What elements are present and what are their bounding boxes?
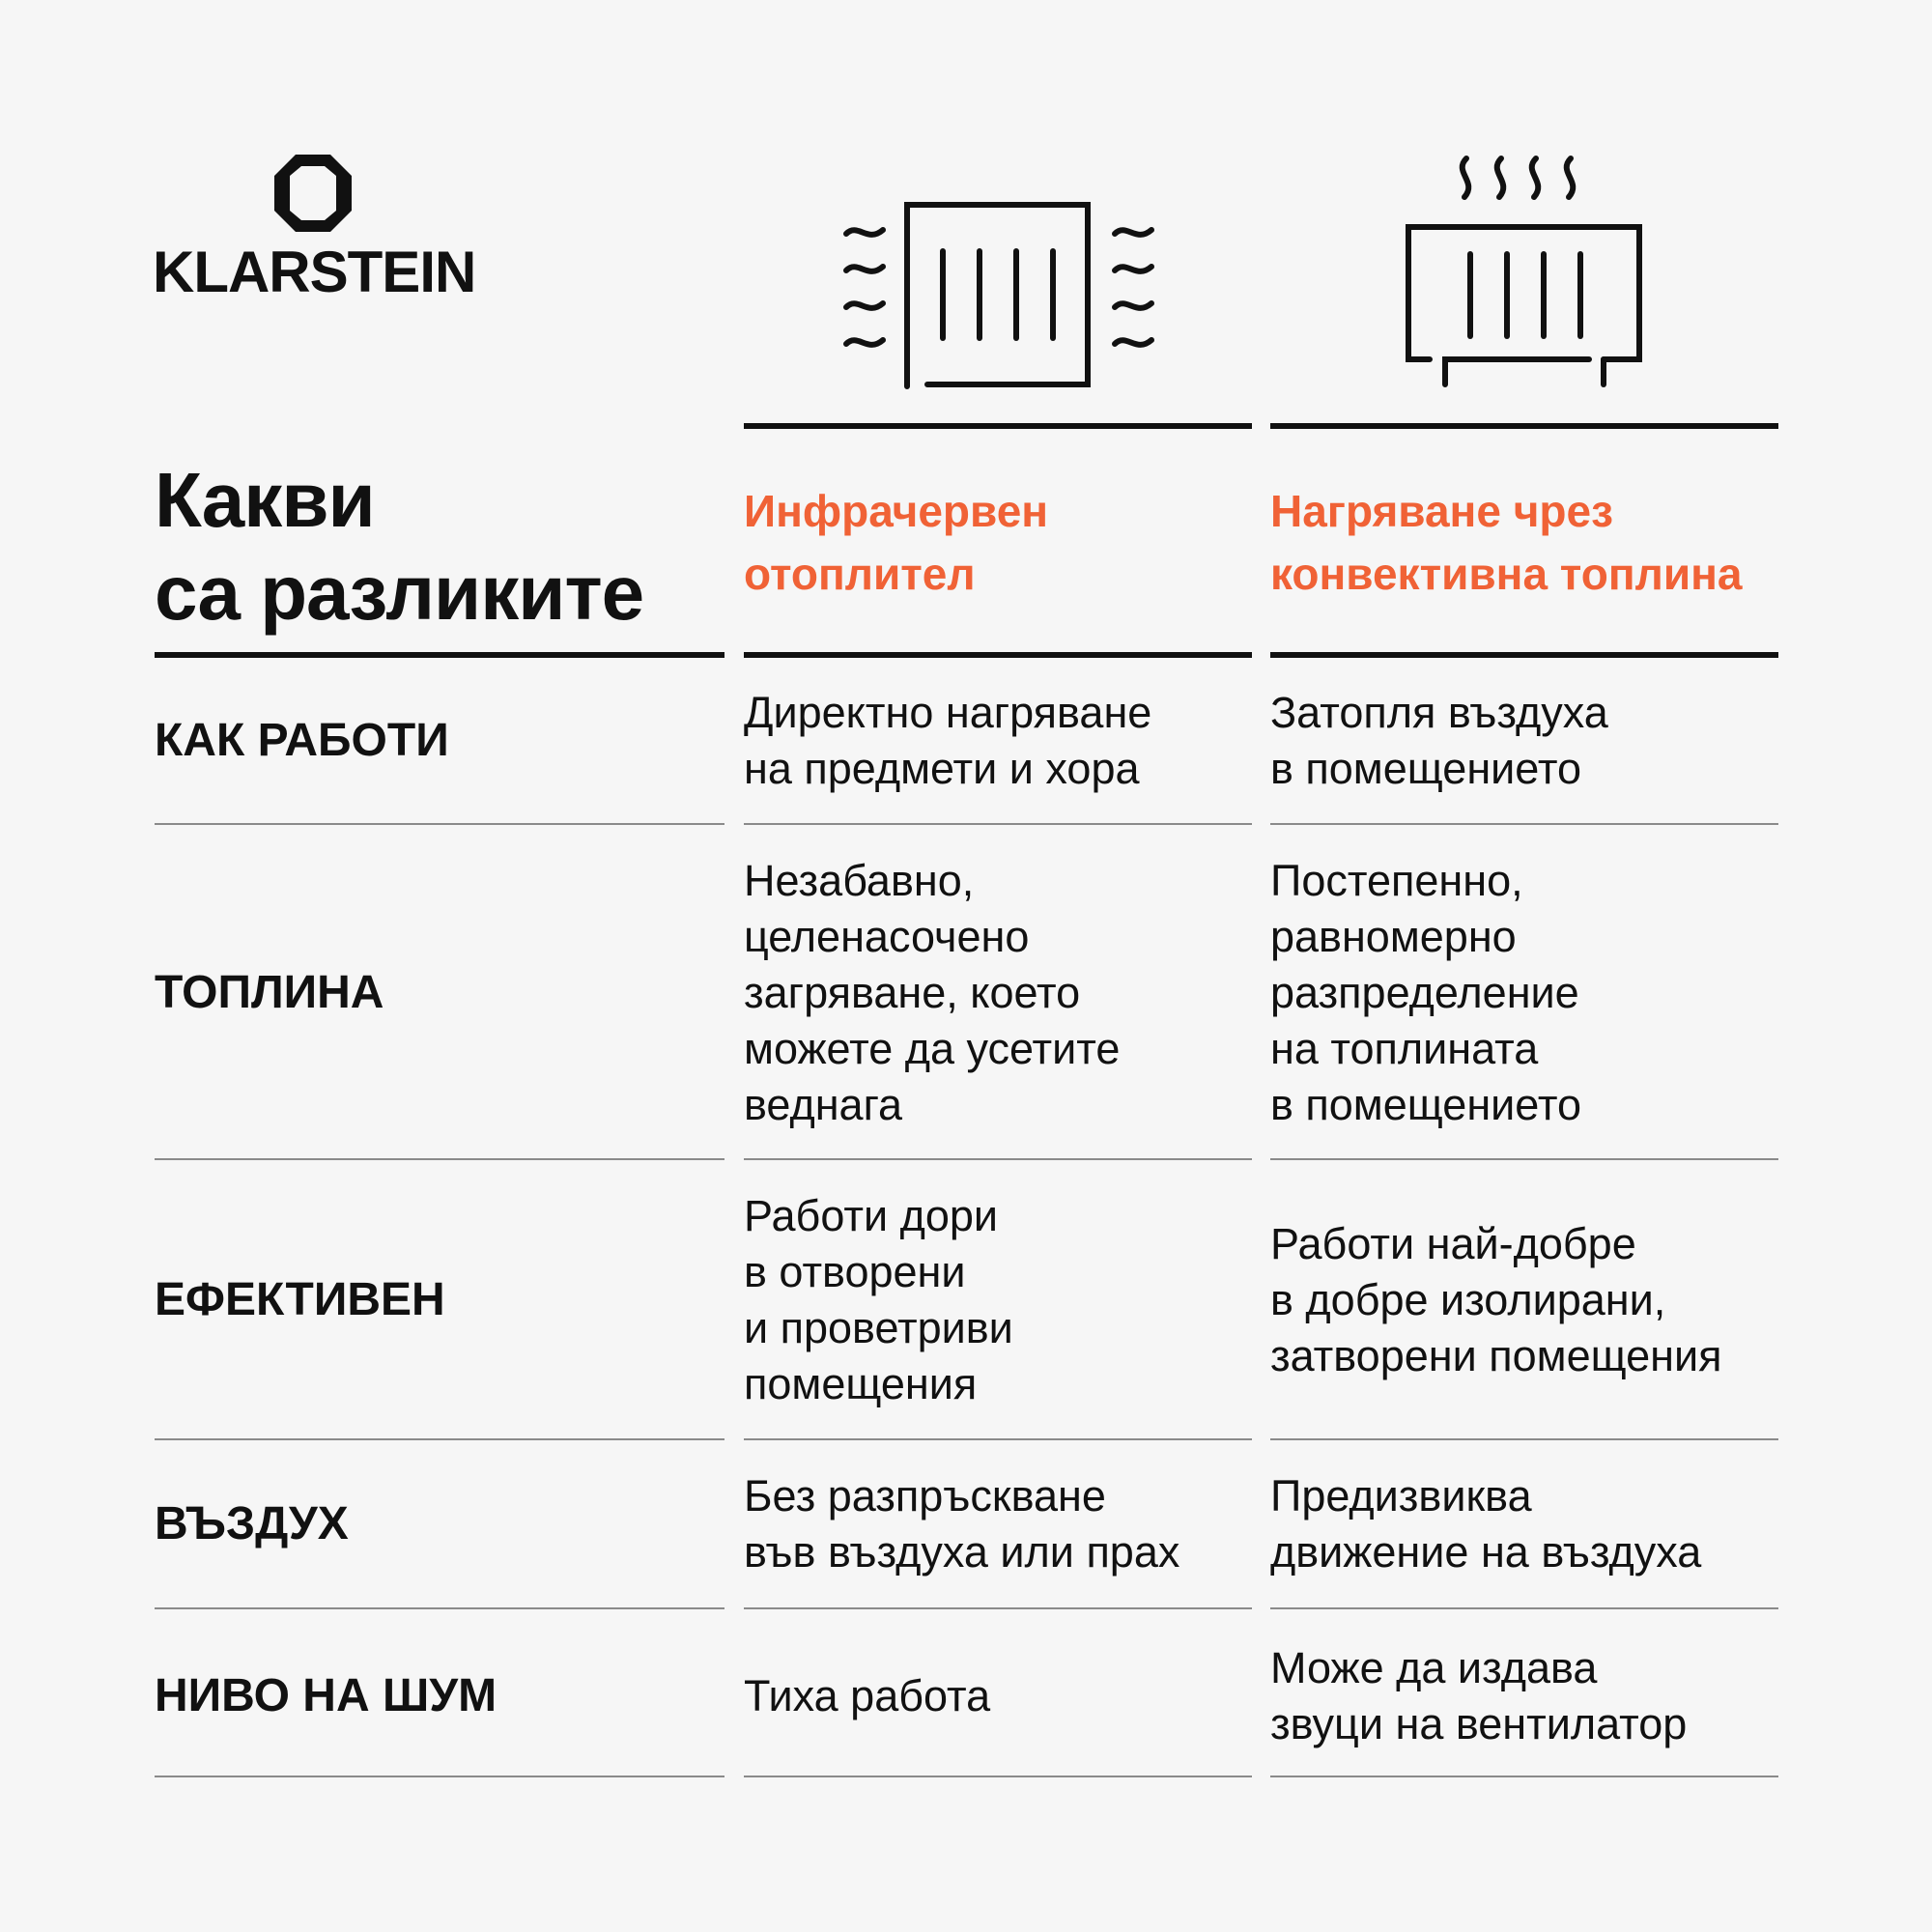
cell-line: загряване, което [744,968,1081,1017]
table-cell-infrared [744,1468,1179,1580]
row-divider [744,1776,1252,1777]
title-line: Какви [155,457,375,543]
cell-line: на предмети и хора [744,744,1140,793]
row-divider [155,1158,724,1160]
cell-line: Незабавно, [744,856,975,905]
cell-line: помещения [744,1359,978,1408]
row-divider [155,1776,724,1777]
cell-line: Работи дори [744,1191,999,1240]
cell-line: в добре изолирани, [1270,1275,1666,1324]
cell-line: Постепенно, [1270,856,1523,905]
row-divider [1270,1776,1778,1777]
column-heading-line: отоплител [744,549,976,599]
row-label: ВЪЗДУХ [155,1498,349,1549]
row-divider [155,823,724,825]
cell-line: и проветриви [744,1303,1013,1352]
cell-line: можете да усетите [744,1024,1121,1073]
table-cell-infrared [744,853,1120,1133]
table-cell-infrared [744,1668,990,1724]
table-cell-convection [1270,1216,1722,1384]
brand-name: KLARSTEIN [153,240,476,304]
header-divider-infrared [744,652,1252,658]
cell-line: в помещението [1270,1080,1581,1129]
cell-line: в помещението [1270,744,1581,793]
cell-line: звуци на вентилатор [1270,1699,1688,1748]
row-divider [1270,1158,1778,1160]
convection-heater-icon [1401,153,1652,389]
cell-line: Затопля въздуха [1270,688,1608,737]
cell-line: Може да издава [1270,1643,1598,1692]
row-label: НИВО НА ШУМ [155,1670,497,1721]
row-label: КАК РАБОТИ [155,715,449,766]
row-divider [155,1438,724,1440]
cell-line: Директно нагряване [744,688,1152,737]
column-heading-infrared [744,480,1048,606]
table-cell-convection [1270,1468,1701,1580]
cell-line: веднага [744,1080,903,1129]
cell-line: затворени помещения [1270,1331,1722,1380]
cell-line: във въздуха или прах [744,1527,1180,1577]
row-divider [744,1607,1252,1609]
table-cell-infrared [744,1188,1013,1412]
column-heading-line: Инфрачервен [744,486,1049,536]
row-divider [155,1607,724,1609]
row-divider [744,823,1252,825]
table-cell-infrared [744,685,1151,797]
row-label: ЕФЕКТИВЕН [155,1274,445,1325]
row-divider [1270,1607,1778,1609]
row-divider [744,1158,1252,1160]
cell-line: равномерно [1270,912,1517,961]
header-divider-convection [1270,652,1778,658]
header-divider-label [155,652,724,658]
table-cell-convection [1270,1640,1687,1752]
cell-line: Предизвиква [1270,1471,1532,1520]
column-heading-line: Нагряване чрез [1270,486,1613,536]
cell-line: движение на въздуха [1270,1527,1702,1577]
table-cell-convection [1270,685,1608,797]
title-line: са разликите [155,550,644,636]
row-divider [744,1438,1252,1440]
column-top-divider-infrared [744,423,1252,429]
column-top-divider-convection [1270,423,1778,429]
page-title [155,454,643,639]
cell-line: Тиха работа [744,1671,991,1720]
cell-line: Без разпръскване [744,1471,1106,1520]
cell-line: на топлината [1270,1024,1539,1073]
column-heading-line: конвективна топлина [1270,549,1743,599]
cell-line: Работи най-добре [1270,1219,1636,1268]
klarstein-logo-mark-icon [274,155,352,232]
infrared-heater-icon [840,193,1159,391]
cell-line: целенасочено [744,912,1030,961]
cell-line: в отворени [744,1247,966,1296]
row-divider [1270,1438,1778,1440]
brand-logo [153,155,486,309]
row-label: ТОПЛИНА [155,967,384,1018]
column-heading-convection [1270,480,1742,606]
cell-line: разпределение [1270,968,1579,1017]
table-cell-convection [1270,853,1581,1133]
row-divider [1270,823,1778,825]
